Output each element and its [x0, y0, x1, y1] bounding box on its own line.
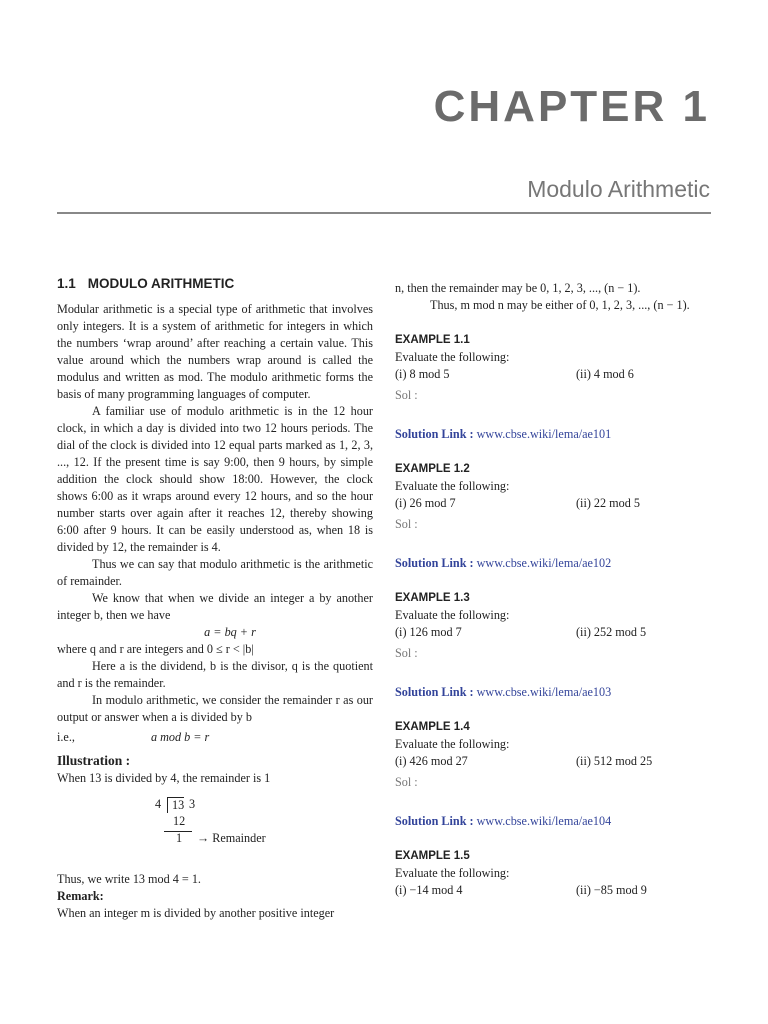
paragraph-modulo: In modulo arithmetic, we consider the remainder r as our output or answer when a is divided by b	[57, 693, 373, 724]
paragraph-terms: Here a is the dividend, b is the divisor, q is the quotient and r is the remainder.	[57, 659, 373, 690]
example-heading: EXAMPLE 1.4	[395, 721, 470, 733]
example-part-i: (i) 26 mod 7	[395, 496, 456, 510]
example-heading: EXAMPLE 1.1	[395, 334, 470, 346]
solution-link-label: Solution Link :	[395, 427, 474, 441]
paragraph-thus: Thus, we write 13 mod 4 = 1.	[57, 872, 201, 886]
example-prompt: Evaluate the following:	[395, 350, 510, 364]
solution-link-label: Solution Link :	[395, 685, 474, 699]
solution-link-url[interactable]: www.cbse.wiki/lema/ae104	[476, 814, 612, 828]
formula-mod: a mod b = r	[150, 730, 210, 744]
example-prompt: Evaluate the following:	[395, 479, 510, 493]
example-1-4	[395, 719, 713, 830]
example-parts	[395, 495, 713, 512]
example-1-5	[395, 848, 713, 899]
solution-link[interactable]	[395, 813, 713, 830]
example-1-3	[395, 590, 713, 701]
ie-row	[57, 729, 373, 746]
left-column	[57, 274, 373, 922]
paragraph-clock: A familiar use of modulo arithmetic is in the 12 hour clock, in which a day is divided into two 12 hours periods. The dial of the clock is divided into 12 equal parts marked as 1, 2, 3, ..., 12. If the present time is say 9:00, then 9 hours, by simple addition the clock should show 18:00. However, the clock shows 6:00 as it wraps around every 12 hours, and so the hour number starts over again after it reaches 12, thereby showing 6:00 after 9 hours. It can be easily understood as, when 18 is divided by 12, the remainder is 4.	[57, 404, 373, 554]
illustration-label: Illustration :	[57, 753, 131, 768]
example-heading: EXAMPLE 1.5	[395, 850, 470, 862]
example-heading: EXAMPLE 1.2	[395, 463, 470, 475]
example-part-i: (i) −14 mod 4	[395, 883, 463, 897]
solution-link-url[interactable]: www.cbse.wiki/lema/ae102	[476, 556, 612, 570]
example-prompt: Evaluate the following:	[395, 866, 510, 880]
example-part-ii: (ii) 4 mod 6	[576, 367, 634, 381]
example-parts	[395, 624, 713, 641]
paragraph-divide: We know that when we divide an integer a by another integer b, then we have	[57, 591, 373, 622]
example-part-i: (i) 126 mod 7	[395, 625, 462, 639]
solution-link[interactable]	[395, 426, 713, 443]
solution-link-url[interactable]: www.cbse.wiki/lema/ae101	[476, 427, 612, 441]
solution-link[interactable]	[395, 684, 713, 701]
example-part-ii: (ii) 22 mod 5	[576, 496, 640, 510]
solution-link-url[interactable]: www.cbse.wiki/lema/ae103	[476, 685, 612, 699]
paragraph-remark: When an integer m is divided by another positive integer	[57, 906, 335, 920]
paragraph-remainder: Thus we can say that modulo arithmetic is the arithmetic of remainder.	[57, 557, 373, 588]
solution-link[interactable]	[395, 555, 713, 572]
division-dividend: 13	[167, 797, 184, 813]
example-part-i: (i) 426 mod 27	[395, 754, 468, 768]
example-1-2	[395, 461, 713, 572]
solution-label: Sol :	[395, 517, 418, 531]
division-subtract: 12	[173, 814, 186, 828]
example-part-ii: (ii) 252 mod 5	[576, 625, 647, 639]
solution-label: Sol :	[395, 775, 418, 789]
division-divisor: 4	[155, 797, 162, 811]
example-parts	[395, 753, 713, 770]
right-column	[395, 280, 713, 899]
solution-link-label: Solution Link :	[395, 814, 474, 828]
division-quotient: 3	[189, 797, 196, 811]
example-prompt: Evaluate the following:	[395, 737, 510, 751]
solution-link-label: Solution Link :	[395, 556, 474, 570]
section-heading	[57, 276, 373, 291]
paragraph-intro: Modular arithmetic is a special type of arithmetic that involves only integers. It is a system of arithmetic for integers in which the numbers ‘wrap around’ after reaching a certain value. This value around which the numbers wrap around is called the modulus and written as mod. The modulo arithmetic forms the basis of many programming languages of computer.	[57, 302, 373, 401]
example-part-ii: (ii) 512 mod 25	[576, 754, 653, 768]
example-parts	[395, 882, 713, 899]
solution-label: Sol :	[395, 388, 418, 402]
division-arrow-label: → Remainder	[197, 831, 266, 845]
solution-label: Sol :	[395, 646, 418, 660]
ie-label: i.e.,	[57, 730, 75, 744]
chapter-label: CHAPTER 1	[433, 82, 710, 131]
chapter-title: Modulo Arithmetic	[527, 176, 710, 202]
formula-division: a = bq + r	[204, 625, 256, 639]
example-part-ii: (ii) −85 mod 9	[576, 883, 647, 897]
header-rule	[57, 212, 711, 214]
example-part-i: (i) 8 mod 5	[395, 367, 450, 381]
example-parts	[395, 366, 713, 383]
example-heading: EXAMPLE 1.3	[395, 592, 470, 604]
division-remainder: 1	[176, 831, 183, 845]
long-division	[57, 791, 373, 861]
paragraph-where: where q and r are integers and 0 ≤ r < |b|	[57, 642, 254, 656]
example-prompt: Evaluate the following:	[395, 608, 510, 622]
example-1-1	[395, 332, 713, 443]
paragraph-thus-mod: Thus, m mod n may be either of 0, 1, 2, 3, ..., (n − 1).	[430, 298, 690, 312]
paragraph-continued: n, then the remainder may be 0, 1, 2, 3, ..., (n − 1).	[395, 281, 641, 295]
illustration-text: When 13 is divided by 4, the remainder is 1	[57, 771, 271, 785]
section-title: MODULO ARITHMETIC	[87, 276, 235, 291]
section-number: 1.1	[57, 276, 76, 291]
remark-label: Remark:	[57, 889, 104, 903]
